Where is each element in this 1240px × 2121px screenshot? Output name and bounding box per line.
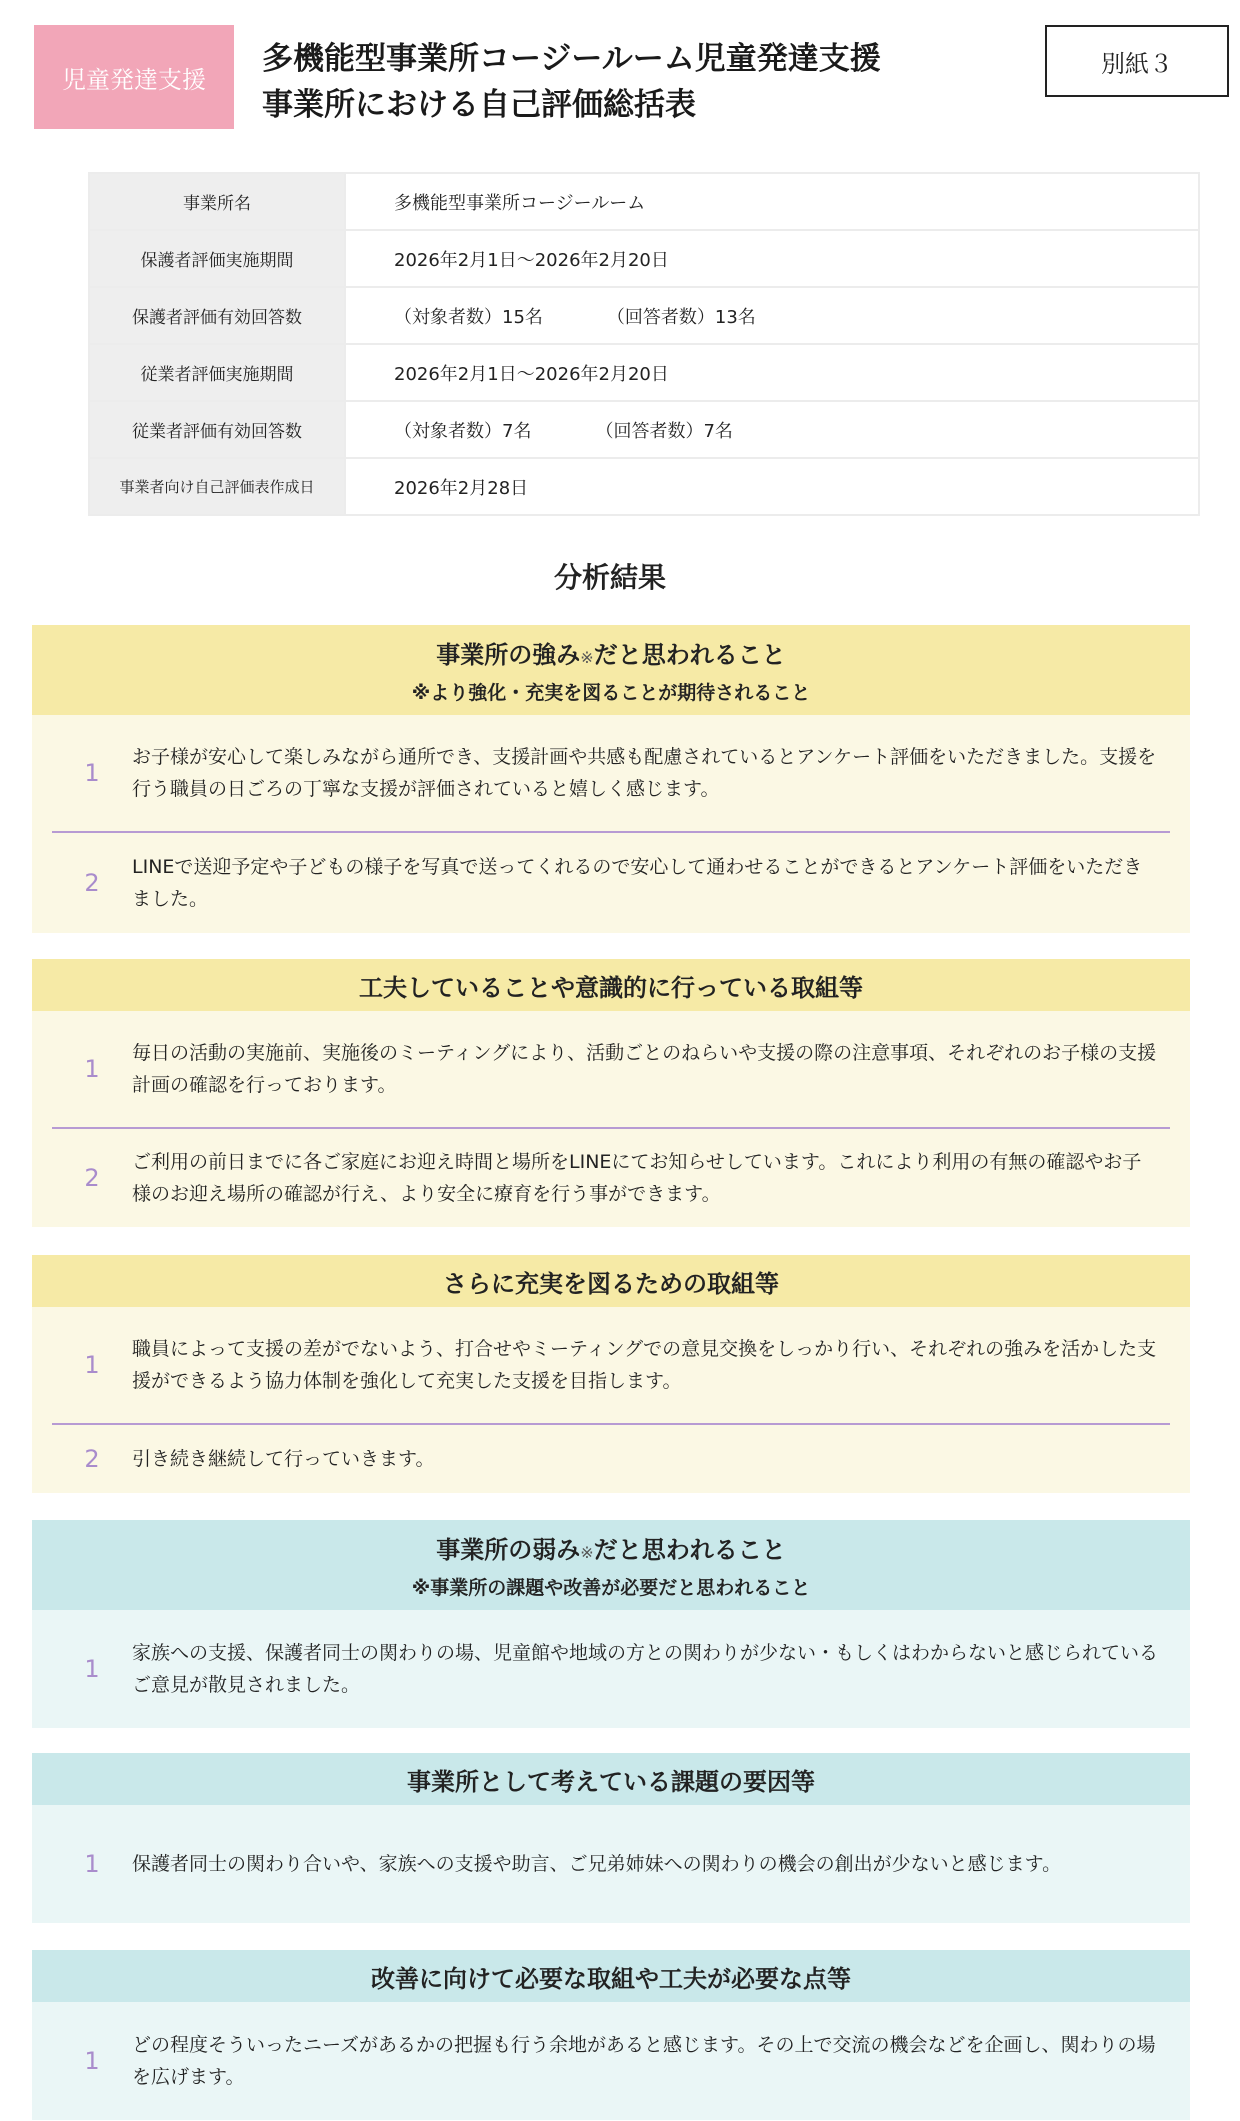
- section-title: 工夫していることや意識的に行っている取組等: [359, 973, 863, 1002]
- strengths-section: [32, 625, 1190, 933]
- list-item: [52, 715, 1170, 831]
- target-count: （対象者数）15名: [394, 306, 543, 328]
- section-header: [32, 1753, 1190, 1805]
- table-row: [89, 287, 1199, 344]
- info-value: 2026年2月1日〜2026年2月20日: [345, 230, 1199, 287]
- item-text: LINEで送迎予定や子どもの様子を写真で送ってくれるので安心して通わせることができるとアンケート評価をいただきました。: [132, 856, 1143, 910]
- table-row: [89, 344, 1199, 401]
- info-label: 事業者向け自己評価表作成日: [89, 458, 345, 515]
- enhance-section: [32, 1255, 1190, 1493]
- item-text: 引き続き継続して行っていきます。: [132, 1448, 435, 1470]
- section-header: [32, 1255, 1190, 1307]
- table-row: [89, 173, 1199, 230]
- item-text: お子様が安心して楽しみながら通所でき、支援計画や共感も配慮されているとアンケート評価をいただきました。支援を行う職員の日ごろの丁寧な支援が評価されていると嬉しく感じます。: [132, 746, 1157, 800]
- efforts-section: [32, 959, 1190, 1227]
- list-item: [52, 1307, 1170, 1423]
- section-body: [32, 1307, 1190, 1493]
- section-title: 改善に向けて必要な取組や工夫が必要な点等: [371, 1964, 851, 1993]
- item-text: 家族への支援、保護者同士の関わりの場、児童館や地域の方との関わりが少ない・もしくはわからないと感じられているご意見が散見されました。: [132, 1642, 1159, 1696]
- item-number: 1: [84, 2047, 100, 2075]
- info-value: [345, 287, 1199, 344]
- item-text: どの程度そういったニーズがあるかの把握も行う余地があると感じます。その上で交流の機会などを企画し、関わりの場を広げます。: [132, 2034, 1156, 2088]
- section-header: [32, 1950, 1190, 2002]
- item-number: 1: [84, 1351, 100, 1379]
- item-number: 1: [84, 1655, 100, 1683]
- annex-label: 別紙３: [1045, 25, 1229, 97]
- header: [0, 0, 1240, 140]
- info-value: [345, 401, 1199, 458]
- item-text: ご利用の前日までに各ご家庭にお迎え時間と場所をLINEにてお知らせしています。これにより利用の有無の確認やお子様のお迎え場所の確認が行え、より安全に療育を行う事ができます。: [132, 1151, 1142, 1205]
- info-value: 2026年2月1日〜2026年2月20日: [345, 344, 1199, 401]
- item-number: 1: [84, 759, 100, 787]
- item-text: 職員によって支援の差がでないよう、打合せやミーティングでの意見交換をしっかり行い、それぞれの強みを活かした支援ができるよう協力体制を強化して充実した支援を目指します。: [132, 1338, 1157, 1392]
- list-item: [52, 1011, 1170, 1127]
- list-item: [52, 1805, 1170, 1923]
- weaknesses-section: [32, 1520, 1190, 1728]
- section-body: [32, 1805, 1190, 1923]
- section-title: 事業所の弱み※だと思われること: [436, 1536, 786, 1564]
- section-header: [32, 1520, 1190, 1610]
- section-subtitle: ※より強化・充実を図ることが期待されること: [411, 682, 811, 704]
- section-header: [32, 625, 1190, 715]
- item-number: 1: [84, 1850, 100, 1878]
- list-item: [52, 2002, 1170, 2120]
- table-row: [89, 458, 1199, 515]
- list-item: [52, 1127, 1170, 1227]
- list-item: [52, 1423, 1170, 1493]
- item-number: 2: [84, 869, 100, 897]
- list-item: [52, 831, 1170, 933]
- info-value: 多機能型事業所コージールーム: [345, 173, 1199, 230]
- item-number: 1: [84, 1055, 100, 1083]
- section-title: 事業所の強み※だと思われること: [436, 641, 786, 669]
- analysis-result-title: 分析結果: [553, 561, 666, 594]
- item-text: 毎日の活動の実施前、実施後のミーティングにより、活動ごとのねらいや支援の際の注意事項、それぞれのお子様の支援計画の確認を行っております。: [132, 1042, 1157, 1096]
- info-label: 保護者評価実施期間: [89, 230, 345, 287]
- causes-section: [32, 1753, 1190, 1923]
- info-label: 事業所名: [89, 173, 345, 230]
- section-subtitle: ※事業所の課題や改善が必要だと思われること: [411, 1577, 811, 1599]
- improvements-section: [32, 1950, 1190, 2120]
- info-value: 2026年2月28日: [345, 458, 1199, 515]
- list-item: [52, 1610, 1170, 1728]
- section-body: [32, 715, 1190, 933]
- info-label: 従業者評価有効回答数: [89, 401, 345, 458]
- table-row: [89, 230, 1199, 287]
- section-header: [32, 959, 1190, 1011]
- table-row: [89, 401, 1199, 458]
- title-line-1: 多機能型事業所コージールーム児童発達支援: [262, 41, 881, 77]
- page-title: [262, 36, 881, 128]
- section-body: [32, 2002, 1190, 2120]
- item-text: 保護者同士の関わり合いや、家族への支援や助言、ご兄弟姉妹への関わりの機会の創出が少ないと感じます。: [132, 1853, 1062, 1875]
- section-title: 事業所として考えている課題の要因等: [407, 1767, 815, 1796]
- section-body: [32, 1610, 1190, 1728]
- section-body: [32, 1011, 1190, 1227]
- info-label: 従業者評価実施期間: [89, 344, 345, 401]
- answered-count: （回答者数）13名: [606, 306, 756, 328]
- info-label: 保護者評価有効回答数: [89, 287, 345, 344]
- item-number: 2: [84, 1445, 100, 1473]
- item-number: 2: [84, 1164, 100, 1192]
- section-title: さらに充実を図るための取組等: [443, 1269, 779, 1298]
- answered-count: （回答者数）7名: [595, 420, 733, 442]
- category-badge: 児童発達支援: [34, 25, 234, 129]
- title-line-2: 事業所における自己評価総括表: [262, 87, 696, 123]
- target-count: （対象者数）7名: [394, 420, 532, 442]
- info-table: [88, 172, 1200, 516]
